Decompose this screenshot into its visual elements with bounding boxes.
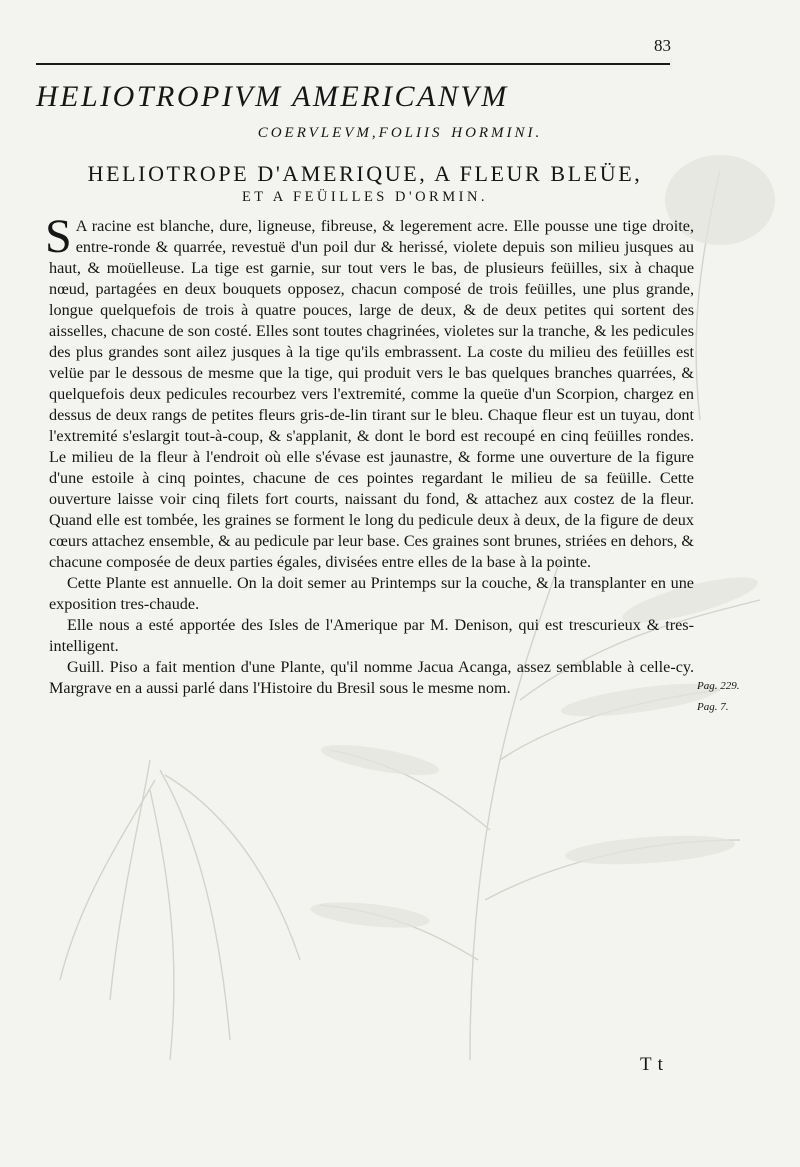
header-rule: [36, 63, 670, 65]
latin-subtitle: COERVLEVM,FOLIIS HORMINI.: [257, 125, 543, 141]
description-text: [45, 210, 694, 699]
margin-note-piso: Pag. 229.: [697, 680, 740, 692]
paragraph-description: [45, 210, 694, 573]
margin-note-margrave: Pag. 7.: [697, 701, 729, 713]
drop-cap: S: [45, 210, 72, 263]
latin-title: HELIOTROPIVM AMERICANVM: [36, 80, 509, 113]
paragraph-origin: Elle nous a esté apportée des Isles de l'Amerique par M. Denison, qui est trescurieux & tres-intelligent.: [49, 616, 694, 655]
signature-mark: Tt: [640, 1054, 669, 1075]
paragraph-1-text: A racine est blanche, dure, ligneuse, fibreuse, & legerement acre. Elle pousse une tige droite, entre-ronde & quarrée, revestuë d'un poil dur & herissé, violete depuis son milieu jusques au haut, & moüelleuse. La tige est garnie, sur tout vers le bas, de plusieurs feüilles, six à chaque nœud, partagées en deux bouquets opposez, chacun composé de trois feüilles, une plus grande, longue quelquefois de trois à quatre pouces, large de deux, & de deux petites qui sortent des aisselles, chacune de son costé. Elles sont toutes chagrinées, violetes sur la tranche, & les pedicules des plus grandes sont ailez jusques à la tige qu'ils embrassent. La coste du milieu des feüilles est velüe par le dessous de mesme que la tige, qui produit vers le bas quelques branches quarrées, & quelquefois deux pedicules recourbez vers l'extremité, comme la queüe d'un Scorpion, chargez en dessus de deux rangs de petites fleurs gris-de-lin tirant sur le bleu. Chaque fleur est un tuyau, dont l'extremité s'eslargit tout-à-coup, & s'applanit, & dont le bord est recoupé en cinq feüilles rondes. Le milieu de la fleur à l'endroit où elle s'évase est jaunastre, & forme une ouverture de la figure d'une estoile à cinq pointes, chacune de ces pointes regardant le milieu de sa feüille. Cette ouverture laisse voir cinq filets fort courts, naissant du fond, & attachez aux costez de la fleur. Quand elle est tombée, les graines se forment le long du pedicule deux à deux, de la figure de deux cœurs attachez ensemble, & au pedicule par leur base. Ces graines sont brunes, striées en dehors, & chacune composée de deux parties égales, divisées entre elles de la base à la pointe.: [49, 217, 694, 571]
french-title-line-1: HELIOTROPE D'AMERIQUE, A FLEUR BLEÜE,: [87, 161, 643, 186]
paragraph-references: Guill. Piso a fait mention d'une Plante, qu'il nomme Jacua Acanga, assez semblable à celle-cy. Margrave en a aussi parlé dans l'Histoire du Bresil sous le mesme nom.: [49, 658, 694, 697]
page-number: 83: [654, 36, 671, 55]
french-title-line-2: ET A FEÜILLES D'ORMIN.: [241, 189, 489, 205]
paragraph-cultivation: Cette Plante est annuelle. On la doit semer au Printemps sur la couche, & la transplanter en une exposition tres-chaude.: [49, 574, 694, 613]
